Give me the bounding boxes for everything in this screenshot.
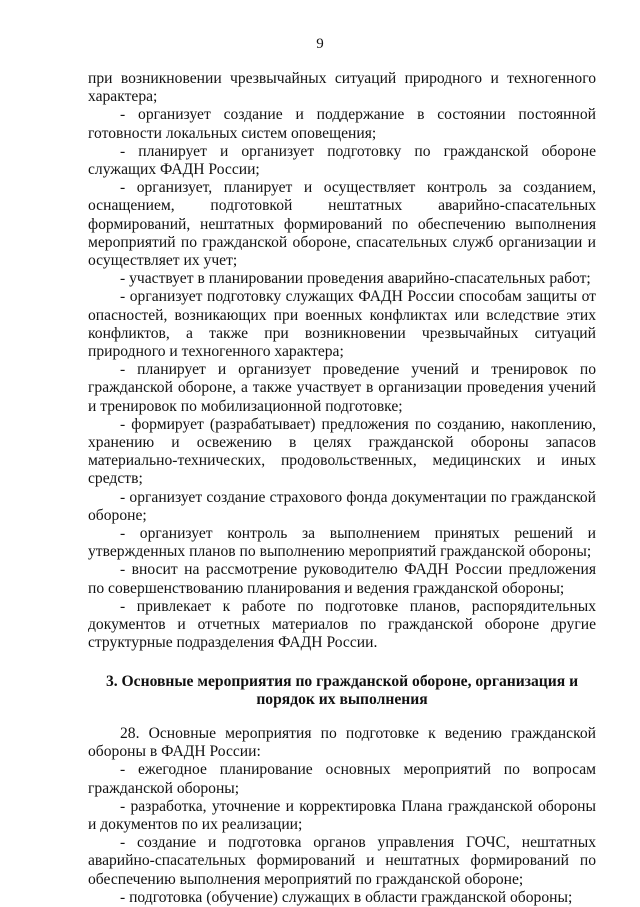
- list-item: - ежегодное планирование основных мероприятий по вопросам гражданской обороны;: [88, 761, 596, 797]
- list-item: - организует создание страхового фонда документации по гражданской обороне;: [88, 488, 596, 524]
- list-item: - планирует и организует подготовку по гражданской обороне служащих ФАДН России;: [88, 142, 596, 179]
- list-item: - разработка, уточнение и корректировка Плана гражданской обороны и документов по их реализации;: [88, 797, 596, 833]
- list-item: - создание и подготовка органов управления ГОЧС, нештатных аварийно-спасательных формирований и нештатных формирований по обеспечению выполнения мероприятий по гражданской обороне;: [88, 834, 596, 888]
- page-number: 9: [316, 36, 324, 52]
- list-item: - организует подготовку служащих ФАДН России способам защиты от опасностей, возникающих при военных конфликтах или вследствие этих конфликтов, а также при возникновении чрезвычайных ситуаций природного и техногенного характера;: [88, 288, 596, 361]
- list-item: - организует создание и поддержание в состоянии постоянной готовности локальных систем оповещения;: [88, 106, 596, 142]
- list-item: - подготовка (обучение) служащих в области гражданской обороны;: [120, 888, 573, 906]
- document-body: [88, 70, 596, 907]
- paragraph: при возникновении чрезвычайных ситуаций природного и техногенного характера;: [88, 70, 596, 106]
- list-item: - участвует в планировании проведения аварийно-спасательных работ;: [120, 270, 591, 288]
- list-item: - организует контроль за выполнением принятых решений и утвержденных планов по выполнению мероприятий гражданской обороны;: [88, 525, 596, 561]
- section-heading: 3. Основные мероприятия по гражданской обороне, организация и порядок их выполнения: [105, 672, 579, 708]
- paragraph: 28. Основные мероприятия по подготовке к ведению гражданской обороны в ФАДН России:: [88, 724, 596, 761]
- list-item: - формирует (разрабатывает) предложения по созданию, накоплению, хранению и освежению в целях гражданской обороны запасов материально-технических, продовольственных, медицинских и иных средств;: [88, 415, 596, 488]
- list-item: - планирует и организует проведение учений и тренировок по гражданской обороне, а также участвует в организации проведения учений и тренировок по мобилизационной подготовке;: [88, 361, 596, 415]
- list-item: - организует, планирует и осуществляет контроль за созданием, оснащением, подготовкой нештатных аварийно-спасательных формирований, нештатных формирований по обеспечению выполнения мероприятий по гражданской обороне, спасательных служб организации и осуществляет их учет;: [88, 179, 596, 270]
- list-item: - вносит на рассмотрение руководителю ФАДН России предложения по совершенствованию планирования и ведения гражданской обороны;: [88, 561, 596, 597]
- list-item: - привлекает к работе по подготовке планов, распорядительных документов и отчетных материалов по гражданской обороне другие структурные подразделения ФАДН России.: [88, 597, 596, 652]
